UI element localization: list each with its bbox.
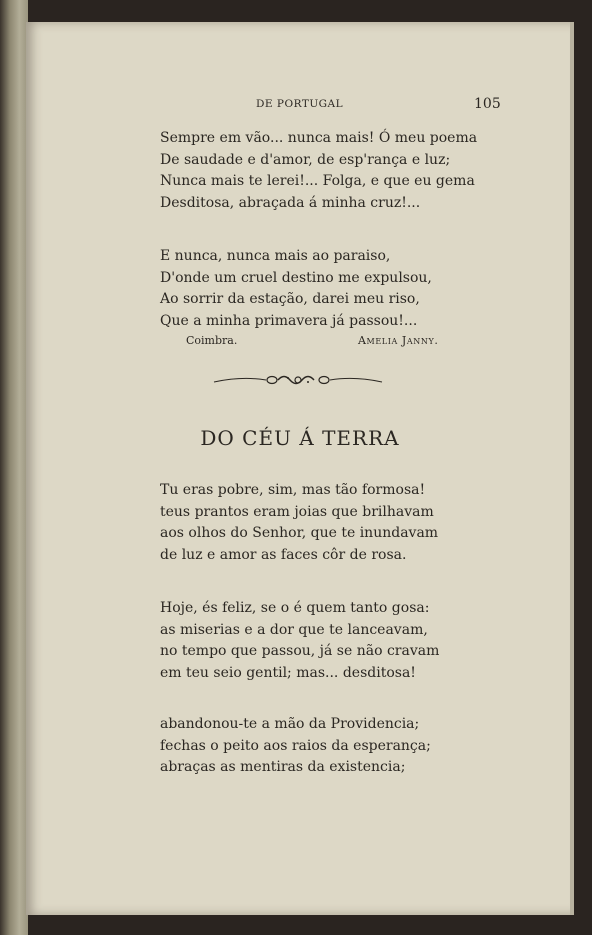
verse-line: Desditosa, abraçada á minha cruz!... [160, 194, 421, 211]
verse-line: De saudade e d'amor, de esp'rança e luz; [160, 151, 451, 168]
signature-author: Amelia Janny. [358, 334, 439, 347]
poem1-stanza-1 [160, 128, 477, 214]
verse-line: Nunca mais te lerei!... Folga, e que eu gema [160, 173, 475, 189]
verse-line: E nunca, nunca mais ao paraiso, [160, 248, 391, 264]
verse-line: abandonou-te a mão da Providencia; [160, 716, 420, 732]
book-page [26, 22, 574, 915]
verse-line: teus prantos eram joias que brilhavam [160, 503, 434, 520]
verse-line: Que a minha primavera já passou!... [160, 312, 418, 329]
running-header [26, 96, 574, 116]
running-title: DE PORTUGAL [256, 98, 344, 110]
poem2-stanza-1 [160, 480, 438, 566]
ornamental-divider-icon [212, 370, 384, 390]
verse-line: Sempre em vão... nunca mais! Ó meu poema [160, 130, 478, 146]
poem2-stanza-3 [160, 714, 431, 779]
verse-line: Tu eras pobre, sim, mas tão formosa! [160, 482, 426, 498]
book-spine-shadow [0, 0, 28, 935]
verse-line: no tempo que passou, já se não cravam [160, 643, 440, 659]
poem2-stanza-2 [160, 598, 439, 684]
verse-line: em teu seio gentil; mas... desditosa! [160, 664, 416, 681]
poem2-title: DO CÉU Á TERRA [200, 426, 400, 450]
signature-place: Coimbra. [186, 334, 238, 347]
page-edge [570, 22, 574, 915]
verse-line: fechas o peito aos raios da esperança; [160, 737, 431, 754]
page-number: 105 [474, 96, 501, 112]
verse-line: abraças as mentiras da existencia; [160, 759, 406, 775]
verse-line: de luz e amor as faces côr de rosa. [160, 546, 407, 563]
verse-line: as miserias e a dor que te lanceavam, [160, 621, 428, 638]
verse-line: Ao sorrir da estação, darei meu riso, [160, 291, 420, 307]
verse-line: D'onde um cruel destino me expulsou, [160, 269, 432, 286]
verse-line: aos olhos do Senhor, que te inundavam [160, 525, 439, 541]
poem1-stanza-2 [160, 246, 432, 332]
verse-line: Hoje, és feliz, se o é quem tanto gosa: [160, 600, 430, 616]
